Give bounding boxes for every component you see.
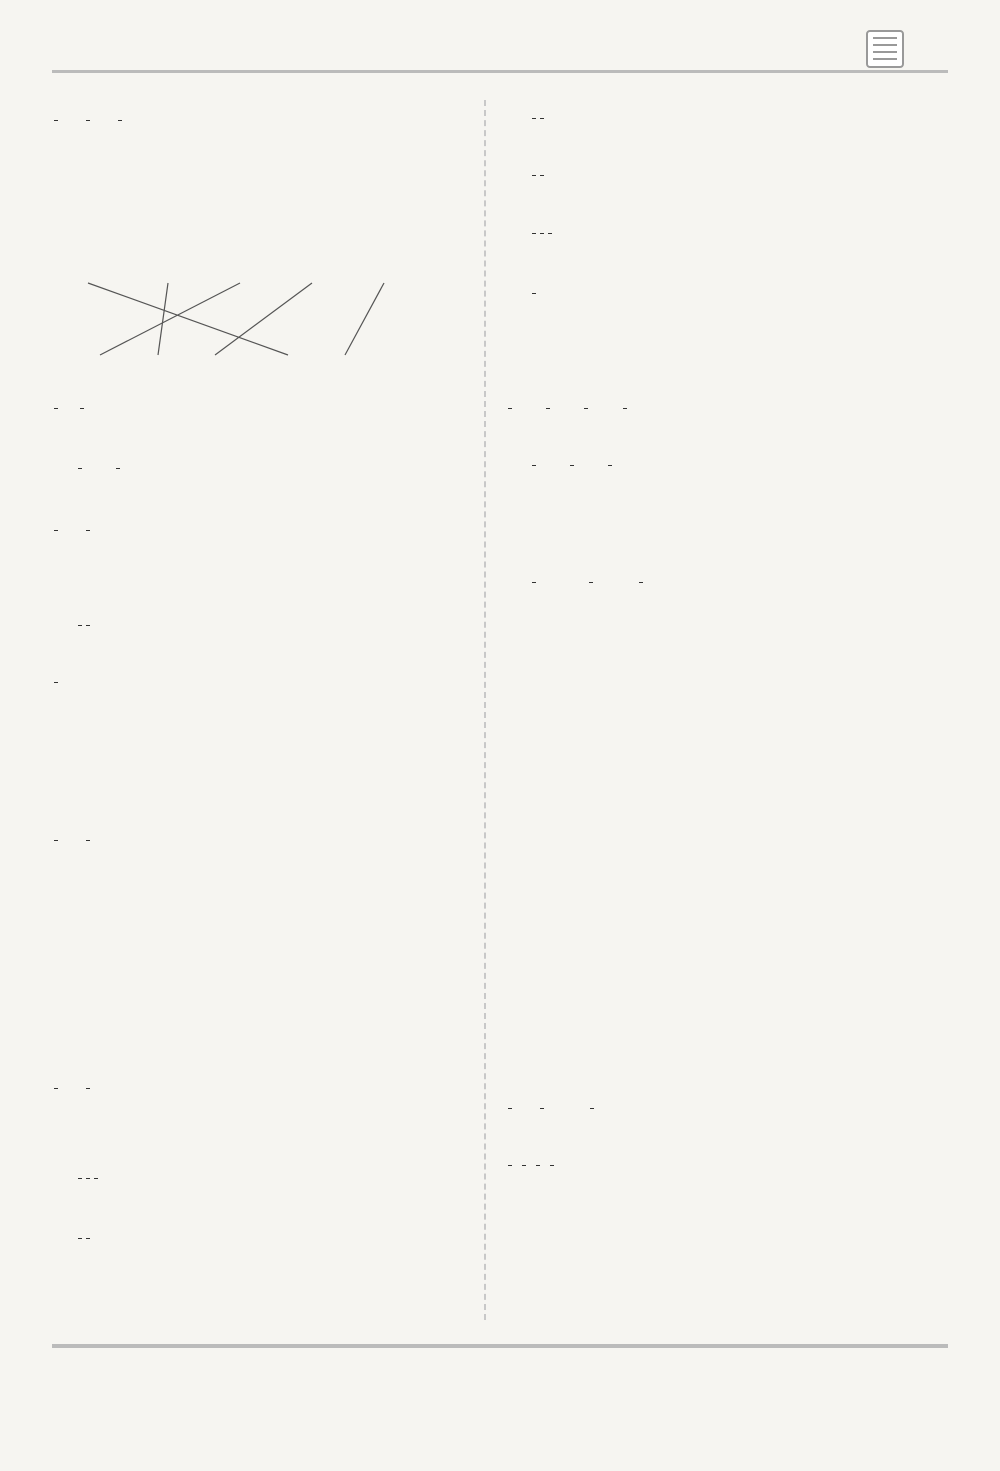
q5-line-1 <box>52 398 86 417</box>
analysis-cont-1 <box>530 108 546 127</box>
analysis-cont-2 <box>530 165 546 184</box>
p5-line <box>506 1098 596 1117</box>
p3-line <box>506 572 645 591</box>
analysis-cont-4 <box>530 283 538 302</box>
q6-line-1 <box>52 520 92 539</box>
p1-row-2 <box>530 455 633 474</box>
q9-analysis-3 <box>76 1228 92 1247</box>
q9-line-1 <box>52 1078 92 1097</box>
q7-analysis-1 <box>76 765 88 784</box>
analysis-cont-3 <box>530 223 554 242</box>
p1-row-1 <box>506 398 629 417</box>
q9-analysis-1 <box>76 1132 88 1151</box>
q6-line-3 <box>76 615 92 634</box>
p6-line-1 <box>506 1155 556 1174</box>
q7-line-1 <box>52 672 60 691</box>
q8-analysis-1 <box>76 918 88 937</box>
q8-line-1 <box>52 830 92 849</box>
q9-analysis-2 <box>76 1168 100 1187</box>
q5-line-2 <box>76 458 122 477</box>
